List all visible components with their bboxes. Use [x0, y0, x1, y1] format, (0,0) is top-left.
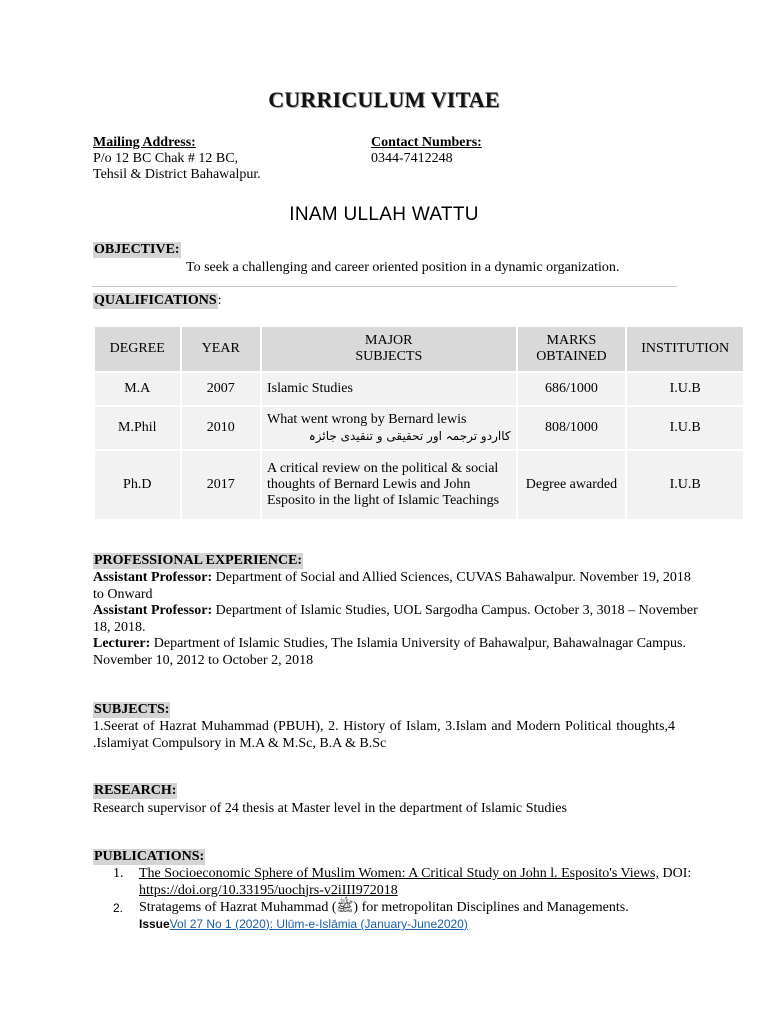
- publication-issue-label: Issue: [139, 917, 170, 931]
- contact-numbers-label: Contact Numbers:: [371, 135, 482, 150]
- cell-subject: A critical review on the political & social thoughts of Bernard Lewis and John Esposito in the light of Islamic Teachings: [262, 451, 516, 519]
- mailing-address-block: [93, 135, 261, 183]
- mailing-address-line2: Tehsil & District Bahawalpur.: [93, 167, 261, 182]
- publication-issue-link[interactable]: Vol 27 No 1 (2020): Ulūm-e-Islāmia (January-June2020): [169, 917, 468, 931]
- subjects-heading: SUBJECTS:: [94, 702, 170, 717]
- col-header-institution: INSTITUTION: [627, 327, 743, 371]
- cell-institution: I.U.B: [627, 451, 743, 519]
- cell-subject-english: What went wrong by Bernard lewis: [267, 412, 467, 427]
- cell-marks: Degree awarded: [518, 451, 626, 519]
- publications-heading: PUBLICATIONS:: [94, 849, 205, 864]
- publication-number: 1.: [113, 866, 124, 881]
- subjects-text: 1.Seerat of Hazrat Muhammad (PBUH), 2. History of Islam, 3.Islam and Modern Political thoughts,4 .Islamiyat Compulsory in M.A & M.Sc, B.A & B.Sc: [93, 719, 675, 751]
- cell-degree: Ph.D: [95, 451, 180, 519]
- experience-item: [93, 603, 705, 636]
- experience-detail: Department of Social and Allied Sciences, CUVAS Bahawalpur. November 19, 2018 to Onward: [93, 570, 691, 602]
- experience-role: Assistant Professor:: [93, 603, 213, 618]
- publication-title[interactable]: The Socioeconomic Sphere of Muslim Women: A Critical Study on John l. Esposito's Views,: [139, 866, 659, 881]
- table-row: [95, 407, 743, 449]
- experience-list: [93, 570, 705, 669]
- cell-institution: I.U.B: [627, 407, 743, 449]
- objective-heading: OBJECTIVE:: [94, 242, 180, 257]
- experience-item: [93, 570, 705, 603]
- cell-year: 2007: [182, 373, 260, 405]
- publication-number: 2.: [113, 901, 124, 915]
- table-row: [95, 451, 743, 519]
- qualifications-heading-wrap: [93, 293, 222, 309]
- cell-year: 2017: [182, 451, 260, 519]
- cell-year: 2010: [182, 407, 260, 449]
- mailing-address-line1: P/o 12 BC Chak # 12 BC,: [93, 151, 239, 166]
- objective-text: To seek a challenging and career oriented position in a dynamic organization.: [186, 260, 620, 275]
- col-header-major-line2: SUBJECTS: [355, 349, 423, 364]
- cell-subject: Islamic Studies: [262, 373, 516, 405]
- cell-marks: 686/1000: [518, 373, 626, 405]
- table-header-row: [95, 327, 743, 371]
- publication-item: [113, 900, 713, 917]
- candidate-name: INAM ULLAH WATTU: [289, 204, 479, 225]
- experience-item: [93, 636, 705, 669]
- publication-item: [113, 866, 693, 899]
- cell-degree: M.A: [95, 373, 180, 405]
- experience-detail: Department of Islamic Studies, The Islamia University of Bahawalpur, Bahawalnagar Campus. November 10, 2012 to October 2, 2018: [93, 636, 686, 668]
- contact-block: [371, 135, 482, 167]
- col-header-marks-line2: OBTAINED: [536, 349, 607, 364]
- publication-title: Stratagems of Hazrat Muhammad (ﷺ) for metropolitan Disciplines and Managements.: [139, 900, 629, 915]
- mailing-address-label: Mailing Address:: [93, 135, 196, 150]
- experience-role: Lecturer:: [93, 636, 151, 651]
- col-header-major-line1: MAJOR: [365, 333, 413, 348]
- section-divider: [92, 286, 677, 287]
- contact-phone: 0344-7412248: [371, 151, 453, 166]
- qualifications-table: [93, 325, 745, 521]
- research-heading: RESEARCH:: [94, 783, 177, 798]
- table-row: [95, 373, 743, 405]
- research-text: Research supervisor of 24 thesis at Master level in the department of Islamic Studies: [93, 801, 567, 816]
- cell-degree: M.Phil: [95, 407, 180, 449]
- experience-heading: PROFESSIONAL EXPERIENCE:: [94, 553, 303, 568]
- experience-role: Assistant Professor:: [93, 570, 213, 585]
- col-header-marks-obtained: [518, 327, 626, 371]
- objective-heading-wrap: [93, 242, 181, 258]
- cell-subject-urdu: کااردو ترجمہ اور تحقیقی و تنقیدی جائزہ: [308, 429, 511, 443]
- cell-institution: I.U.B: [627, 373, 743, 405]
- cell-subject: [262, 407, 516, 449]
- research-heading-wrap: [93, 783, 177, 799]
- qualifications-heading: QUALIFICATIONS: [94, 293, 217, 308]
- publication-doi-label: DOI:: [658, 866, 692, 881]
- cell-marks: 808/1000: [518, 407, 626, 449]
- experience-heading-wrap: [93, 553, 303, 569]
- col-header-major-subjects: [262, 327, 516, 371]
- experience-detail: Department of Islamic Studies, UOL Sargodha Campus. October 3, 3018 – November 18, 2018.: [93, 603, 698, 635]
- col-header-marks-line1: MARKS: [546, 333, 597, 348]
- subjects-heading-wrap: [93, 702, 170, 718]
- qualifications-colon: :: [217, 293, 222, 308]
- cv-title: CURRICULUM VITAE: [268, 87, 500, 112]
- col-header-degree: DEGREE: [95, 327, 180, 371]
- publication-issue-line: [139, 917, 468, 933]
- publication-doi-link[interactable]: https://doi.org/10.33195/uochjrs-v2iIII972018: [139, 882, 398, 898]
- publications-heading-wrap: [93, 849, 205, 865]
- col-header-year: YEAR: [182, 327, 260, 371]
